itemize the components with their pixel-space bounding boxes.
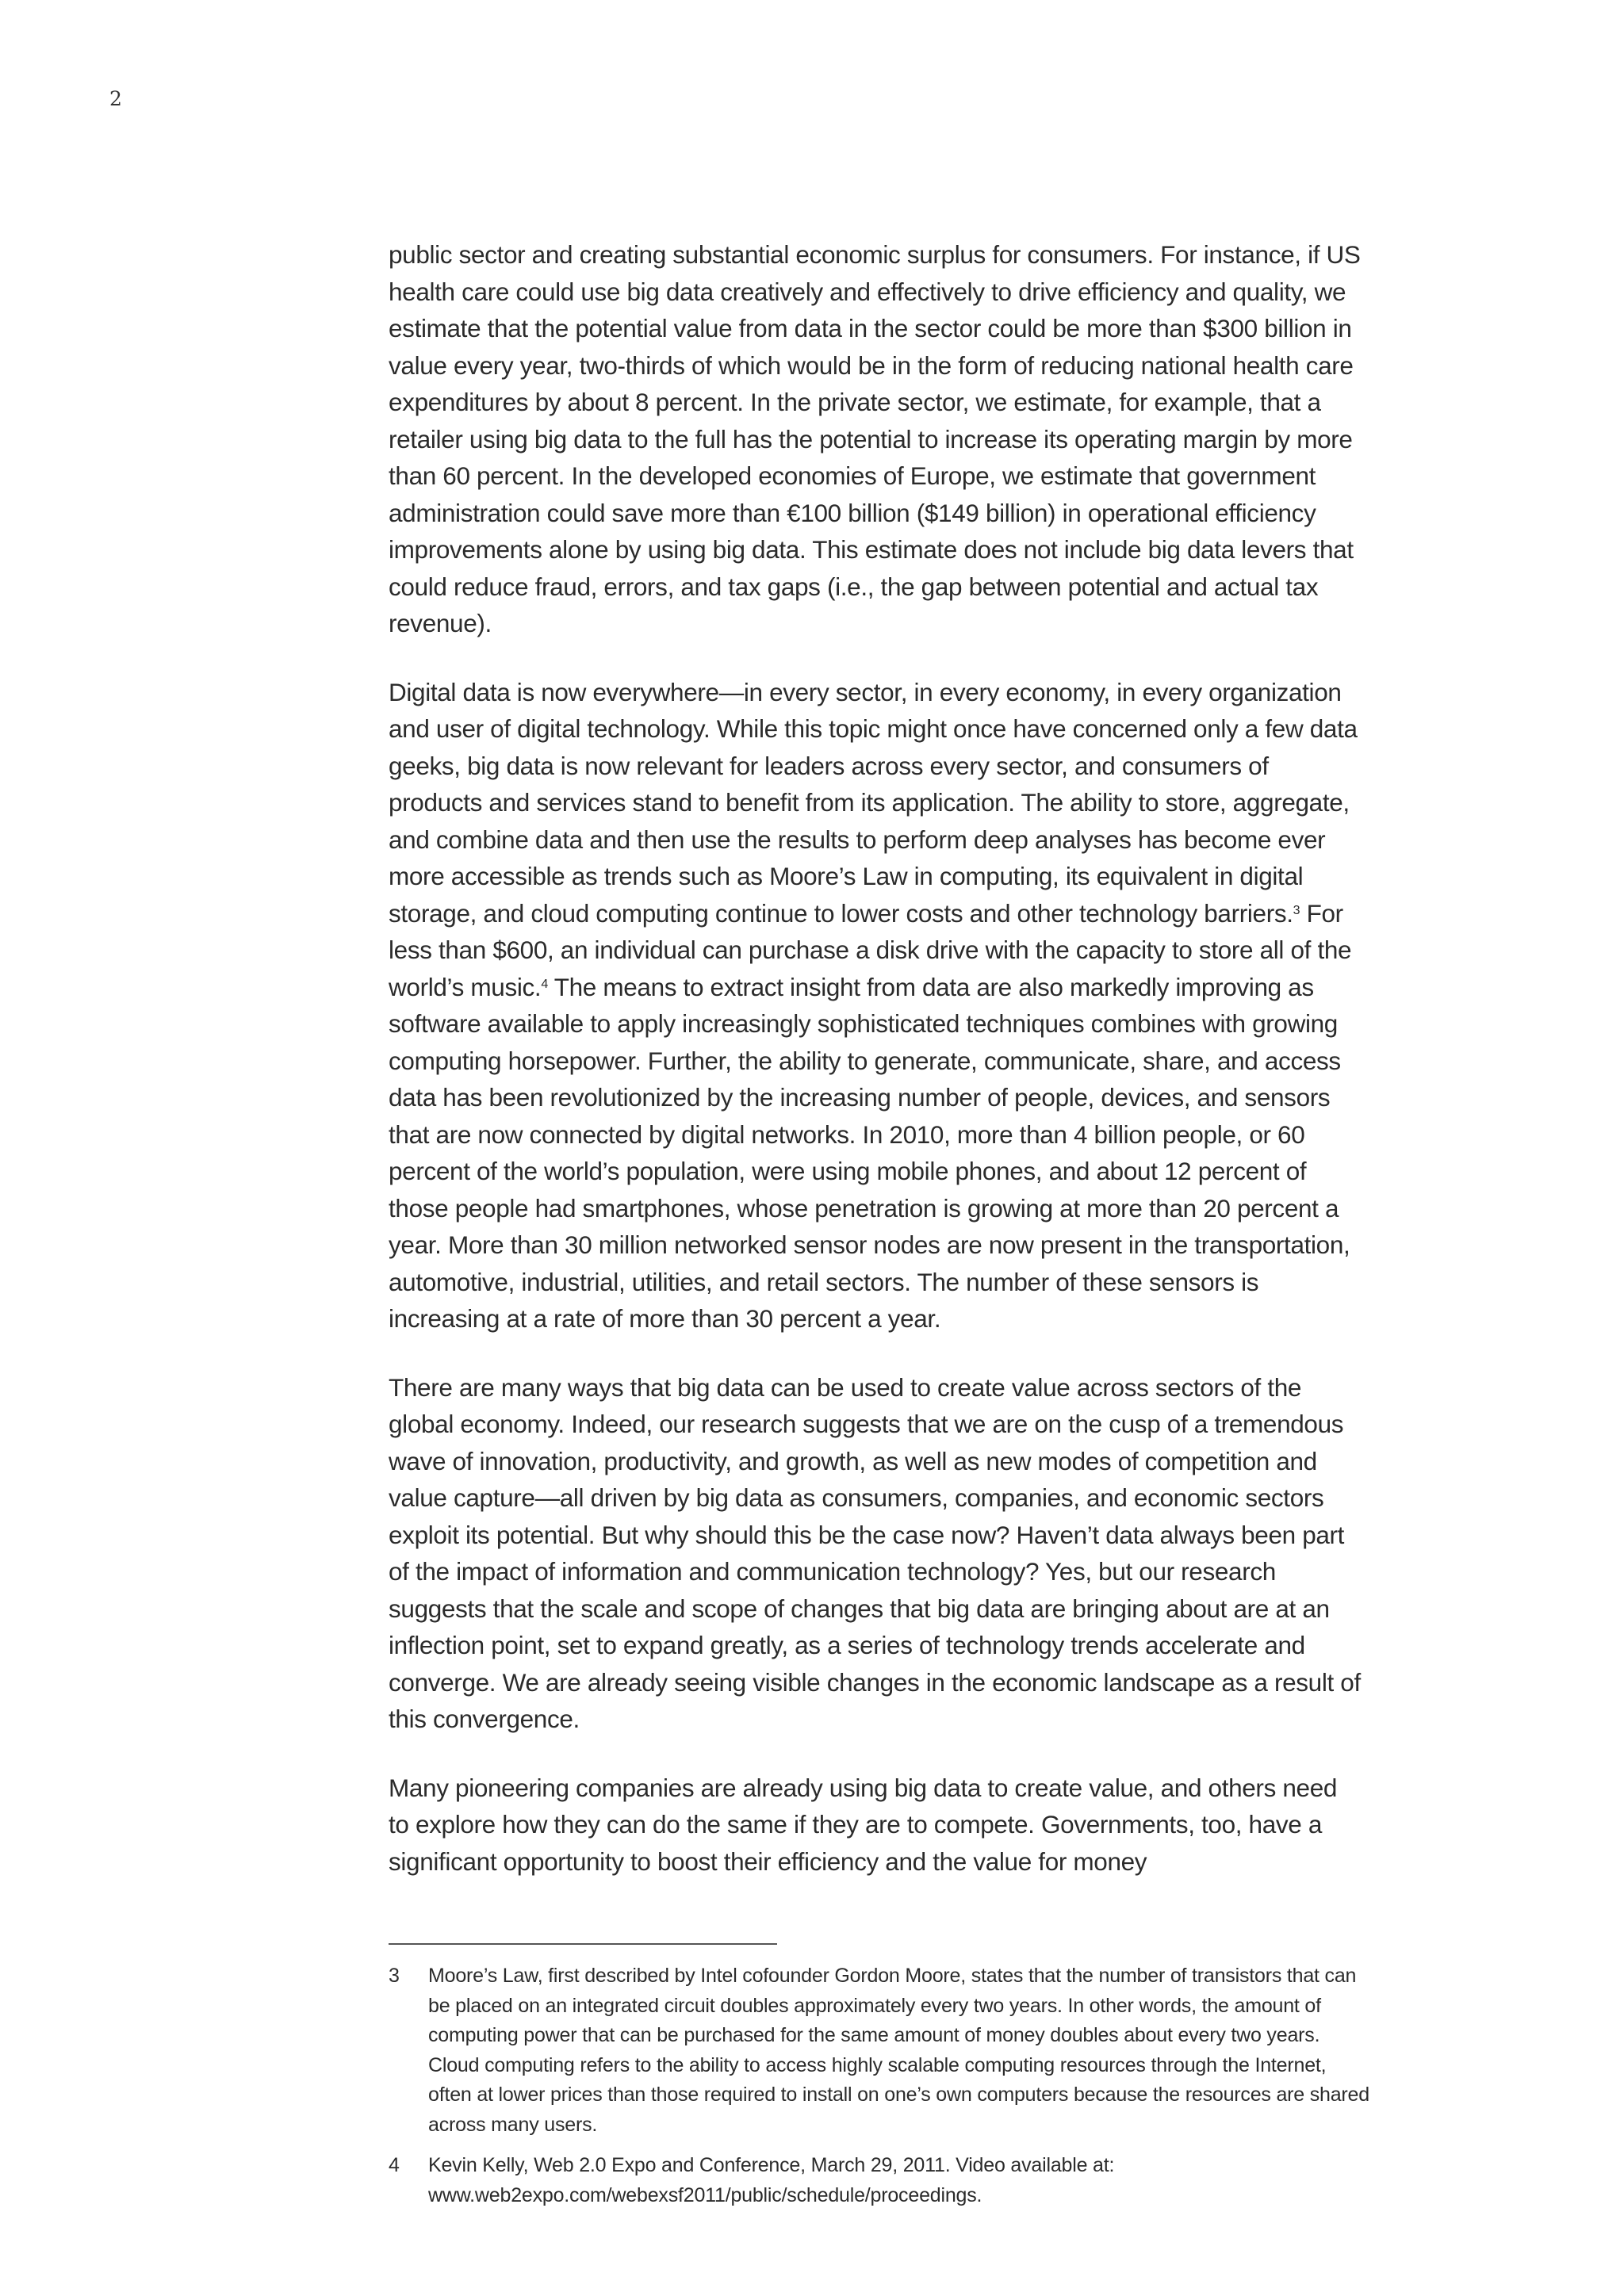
paragraph-2-text-b: For less than $600, an individual can purchase a disk drive with the capacity to store all of the world’s music. [389,898,1352,1001]
footnote-text: Moore’s Law, first described by Intel cofounder Gordon Moore, states that the number of transistors that can be placed on an integrated circuit doubles approximately every two years. In other words, the amount of computing power that can be purchased for the same amount of money doubles about every two years. Cloud computing refers to the ability to access highly scalable computing resources through the Internet, often at lower prices than those required to install on one’s own computers because the resources are shared across many users. [428,1965,1369,2136]
footnote-ref-3[interactable]: 3 [1293,904,1300,917]
footnotes [389,1961,1372,2221]
footnote-number: 4 [389,2154,400,2176]
footnote-number: 3 [389,1965,400,1987]
page-number: 2 [109,87,122,110]
footnote-3 [389,1961,1372,2140]
footnote-text: Kevin Kelly, Web 2.0 Expo and Conference, March 29, 2011. Video available at: www.web2expo.com/webexsf2011/public/schedule/proceedings. [428,2154,1115,2206]
footnote-ref-4[interactable]: 4 [541,978,548,991]
paragraph-3: There are many ways that big data can be used to create value across sectors of the global economy. Indeed, our research suggests that we are on the cusp of a tremendous wave of innovation, productivity, and growth, as well as new modes of competition and value capture—all driven by big data as consumers, companies, and economic sectors exploit its potential. But why should this be the case now? Haven’t data always been part of the impact of information and communication technology? Yes, but our research suggests that the scale and scope of changes that big data are bringing about are at an inflection point, set to expand greatly, as a series of technology trends accelerate and converge. We are already seeing visible changes in the economic landscape as a result of this convergence. [389,1372,1361,1733]
footnote-divider [389,1943,777,1945]
paragraph-2 [389,674,1364,1337]
footnote-4 [389,2151,1372,2210]
paragraph-4: Many pioneering companies are already using big data to create value, and others need to explore how they can do the same if they are to compete. Governments, too, have a significant opportunity to boost their efficiency and the value for money [389,1773,1338,1876]
paragraph-1: public sector and creating substantial economic surplus for consumers. For instance, if US health care could use big data creatively and effectively to drive efficiency and quality, we estimate that the potential value from data in the sector could be more than $300 billion in value every year, two-thirds of which would be in the form of reducing national health care expenditures by about 8 percent. In the private sector, we estimate, for example, that a retailer using big data to the full has the potential to increase its operating margin by more than 60 percent. In the developed economies of Europe, we estimate that government administration could save more than €100 billion ($149 billion) in operational efficiency improvements alone by using big data. This estimate does not include big data levers that could reduce fraud, errors, and tax gaps (i.e., the gap between potential and actual tax revenue). [389,240,1361,637]
body-text [389,236,1364,1911]
paragraph-2-text-c: The means to extract insight from data are also markedly improving as software available to apply increasingly sophisticated techniques combines with growing computing horsepower. Further, the ability to generate, communicate, share, and access data has been revolutionized by the increasing number of people, devices, and sensors that are now connected by digital networks. In 2010, more than 4 billion people, or 60 percent of the world’s population, were using mobile phones, and about 12 percent of those people had smartphones, whose penetration is growing at more than 20 percent a year. More than 30 million networked sensor nodes are now present in the transportation, automotive, industrial, utilities, and retail sectors. The number of these sensors is increasing at a rate of more than 30 percent a year. [389,972,1350,1333]
paragraph-2-text-a: Digital data is now everywhere—in every sector, in every economy, in every organization and user of digital technology. While this topic might once have concerned only a few data geeks, big data is now relevant for leaders across every sector, and consumers of products and services stand to benefit from its application. The ability to store, aggregate, and combine data and then use the results to perform deep analyses has become ever more accessible as trends such as Moore’s Law in computing, its equivalent in digital storage, and cloud computing continue to lower costs and other technology barriers. [389,677,1358,928]
